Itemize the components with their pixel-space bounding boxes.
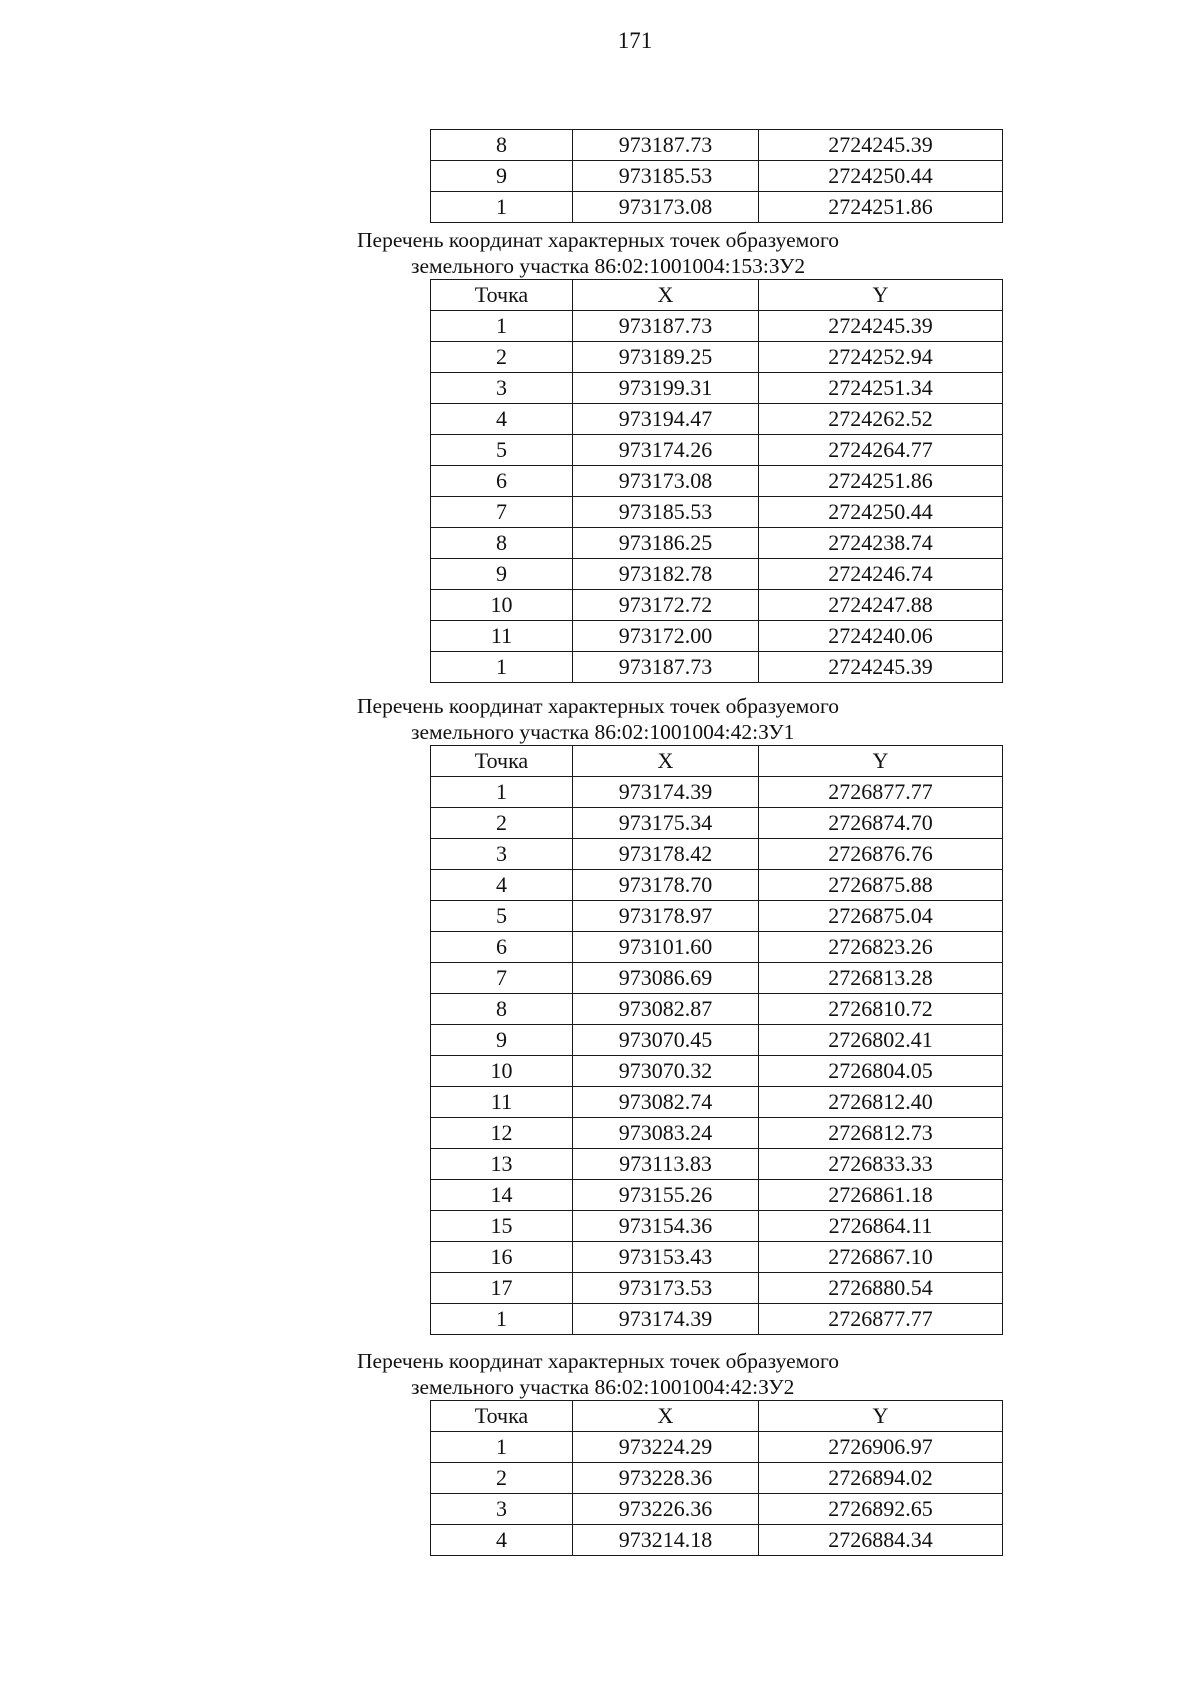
header-y: Y <box>759 280 1003 311</box>
header-y: Y <box>759 746 1003 777</box>
section-zu2-42 <box>0 1348 1200 1556</box>
y-cell: 2726877.77 <box>759 1304 1003 1335</box>
point-cell: 1 <box>431 777 573 808</box>
x-cell: 973173.08 <box>573 466 759 497</box>
table-row <box>431 1149 1003 1180</box>
table-row <box>431 808 1003 839</box>
y-cell: 2726813.28 <box>759 963 1003 994</box>
point-cell: 1 <box>431 652 573 683</box>
table-row <box>431 901 1003 932</box>
x-cell: 973086.69 <box>573 963 759 994</box>
x-cell: 973224.29 <box>573 1432 759 1463</box>
table-row <box>431 870 1003 901</box>
point-cell: 17 <box>431 1273 573 1304</box>
x-cell: 973155.26 <box>573 1180 759 1211</box>
point-cell: 4 <box>431 1525 573 1556</box>
point-cell: 6 <box>431 932 573 963</box>
x-cell: 973173.08 <box>573 192 759 223</box>
point-cell: 1 <box>431 1432 573 1463</box>
x-cell: 973172.00 <box>573 621 759 652</box>
y-cell: 2726867.10 <box>759 1242 1003 1273</box>
y-cell: 2726894.02 <box>759 1463 1003 1494</box>
point-cell: 11 <box>431 621 573 652</box>
point-cell: 9 <box>431 161 573 192</box>
table-row <box>431 435 1003 466</box>
x-cell: 973226.36 <box>573 1494 759 1525</box>
table-row <box>431 161 1003 192</box>
x-cell: 973070.32 <box>573 1056 759 1087</box>
section-zu1-42 <box>0 693 1200 1335</box>
x-cell: 973101.60 <box>573 932 759 963</box>
point-cell: 8 <box>431 528 573 559</box>
x-cell: 973082.74 <box>573 1087 759 1118</box>
point-cell: 12 <box>431 1118 573 1149</box>
header-y: Y <box>759 1401 1003 1432</box>
x-cell: 973189.25 <box>573 342 759 373</box>
y-cell: 2726876.76 <box>759 839 1003 870</box>
x-cell: 973174.39 <box>573 777 759 808</box>
y-cell: 2726812.73 <box>759 1118 1003 1149</box>
table-row <box>431 1211 1003 1242</box>
x-cell: 973082.87 <box>573 994 759 1025</box>
header-row <box>431 746 1003 777</box>
point-cell: 6 <box>431 466 573 497</box>
table-row <box>431 466 1003 497</box>
point-cell: 1 <box>431 1304 573 1335</box>
x-cell: 973153.43 <box>573 1242 759 1273</box>
point-cell: 7 <box>431 963 573 994</box>
table-row <box>431 932 1003 963</box>
x-cell: 973182.78 <box>573 559 759 590</box>
x-cell: 973187.73 <box>573 311 759 342</box>
table-row <box>431 1525 1003 1556</box>
table-row <box>431 1242 1003 1273</box>
x-cell: 973154.36 <box>573 1211 759 1242</box>
x-cell: 973175.34 <box>573 808 759 839</box>
x-cell: 973185.53 <box>573 497 759 528</box>
header-x: X <box>573 746 759 777</box>
point-cell: 11 <box>431 1087 573 1118</box>
x-cell: 973070.45 <box>573 1025 759 1056</box>
point-cell: 2 <box>431 342 573 373</box>
y-cell: 2726875.04 <box>759 901 1003 932</box>
y-cell: 2726833.33 <box>759 1149 1003 1180</box>
table-row <box>431 1432 1003 1463</box>
caption-line-2: земельного участка 86:02:1001004:42:ЗУ1 <box>411 720 795 744</box>
y-cell: 2726877.77 <box>759 777 1003 808</box>
table-row <box>431 994 1003 1025</box>
x-cell: 973083.24 <box>573 1118 759 1149</box>
header-x: X <box>573 1401 759 1432</box>
y-cell: 2726906.97 <box>759 1432 1003 1463</box>
x-cell: 973174.39 <box>573 1304 759 1335</box>
point-cell: 3 <box>431 1494 573 1525</box>
x-cell: 973185.53 <box>573 161 759 192</box>
y-cell: 2724246.74 <box>759 559 1003 590</box>
point-cell: 3 <box>431 373 573 404</box>
table-row <box>431 1273 1003 1304</box>
y-cell: 2726810.72 <box>759 994 1003 1025</box>
table-row <box>431 963 1003 994</box>
y-cell: 2726802.41 <box>759 1025 1003 1056</box>
table-row <box>431 652 1003 683</box>
y-cell: 2724250.44 <box>759 497 1003 528</box>
x-cell: 973178.97 <box>573 901 759 932</box>
x-cell: 973178.42 <box>573 839 759 870</box>
table-row <box>431 373 1003 404</box>
y-cell: 2726880.54 <box>759 1273 1003 1304</box>
point-cell: 1 <box>431 311 573 342</box>
table-row <box>431 311 1003 342</box>
table-row <box>431 1304 1003 1335</box>
caption-line-2: земельного участка 86:02:1001004:153:ЗУ2 <box>411 254 806 278</box>
y-cell: 2724245.39 <box>759 311 1003 342</box>
y-cell: 2724252.94 <box>759 342 1003 373</box>
header-point: Точка <box>431 280 573 311</box>
coordinates-table <box>430 1400 1003 1556</box>
point-cell: 9 <box>431 1025 573 1056</box>
y-cell: 2726874.70 <box>759 808 1003 839</box>
point-cell: 5 <box>431 435 573 466</box>
continuation-block <box>0 129 1200 223</box>
coordinates-table <box>430 279 1003 683</box>
table-row <box>431 1180 1003 1211</box>
y-cell: 2724264.77 <box>759 435 1003 466</box>
x-cell: 973187.73 <box>573 130 759 161</box>
point-cell: 1 <box>431 192 573 223</box>
x-cell: 973186.25 <box>573 528 759 559</box>
y-cell: 2724251.86 <box>759 192 1003 223</box>
section-zu2-153 <box>0 227 1200 683</box>
table-row <box>431 777 1003 808</box>
table-row <box>431 1087 1003 1118</box>
point-cell: 10 <box>431 1056 573 1087</box>
y-cell: 2726864.11 <box>759 1211 1003 1242</box>
table-row <box>431 590 1003 621</box>
table-row <box>431 621 1003 652</box>
table-row <box>431 342 1003 373</box>
point-cell: 3 <box>431 839 573 870</box>
caption-line-1: Перечень координат характерных точек образуемого <box>357 228 840 252</box>
table-row <box>431 1494 1003 1525</box>
point-cell: 13 <box>431 1149 573 1180</box>
x-cell: 973173.53 <box>573 1273 759 1304</box>
caption-line-1: Перечень координат характерных точек образуемого <box>357 1349 840 1373</box>
y-cell: 2726892.65 <box>759 1494 1003 1525</box>
coordinates-table <box>430 745 1003 1335</box>
table-row <box>431 1463 1003 1494</box>
x-cell: 973199.31 <box>573 373 759 404</box>
table-row <box>431 1025 1003 1056</box>
x-cell: 973172.72 <box>573 590 759 621</box>
x-cell: 973113.83 <box>573 1149 759 1180</box>
section-caption <box>0 1348 1200 1400</box>
y-cell: 2726823.26 <box>759 932 1003 963</box>
y-cell: 2726875.88 <box>759 870 1003 901</box>
table-row <box>431 192 1003 223</box>
y-cell: 2726884.34 <box>759 1525 1003 1556</box>
x-cell: 973174.26 <box>573 435 759 466</box>
continuation-table <box>430 129 1003 223</box>
table-row <box>431 839 1003 870</box>
y-cell: 2724251.34 <box>759 373 1003 404</box>
point-cell: 7 <box>431 497 573 528</box>
page-number: 171 <box>617 28 653 53</box>
table-row <box>431 1118 1003 1149</box>
x-cell: 973228.36 <box>573 1463 759 1494</box>
header-x: X <box>573 280 759 311</box>
point-cell: 4 <box>431 870 573 901</box>
header-row <box>431 1401 1003 1432</box>
x-cell: 973178.70 <box>573 870 759 901</box>
point-cell: 15 <box>431 1211 573 1242</box>
table-row <box>431 559 1003 590</box>
y-cell: 2726812.40 <box>759 1087 1003 1118</box>
point-cell: 9 <box>431 559 573 590</box>
table-row <box>431 528 1003 559</box>
table-row <box>431 130 1003 161</box>
point-cell: 8 <box>431 994 573 1025</box>
y-cell: 2724250.44 <box>759 161 1003 192</box>
point-cell: 2 <box>431 808 573 839</box>
x-cell: 973187.73 <box>573 652 759 683</box>
point-cell: 14 <box>431 1180 573 1211</box>
header-point: Точка <box>431 1401 573 1432</box>
point-cell: 10 <box>431 590 573 621</box>
x-cell: 973194.47 <box>573 404 759 435</box>
y-cell: 2724240.06 <box>759 621 1003 652</box>
y-cell: 2724245.39 <box>759 652 1003 683</box>
caption-line-1: Перечень координат характерных точек образуемого <box>357 694 840 718</box>
y-cell: 2726861.18 <box>759 1180 1003 1211</box>
table-row <box>431 404 1003 435</box>
point-cell: 8 <box>431 130 573 161</box>
x-cell: 973214.18 <box>573 1525 759 1556</box>
y-cell: 2724245.39 <box>759 130 1003 161</box>
y-cell: 2724262.52 <box>759 404 1003 435</box>
point-cell: 5 <box>431 901 573 932</box>
section-caption <box>0 227 1200 279</box>
point-cell: 4 <box>431 404 573 435</box>
point-cell: 16 <box>431 1242 573 1273</box>
section-caption <box>0 693 1200 745</box>
point-cell: 2 <box>431 1463 573 1494</box>
header-row <box>431 280 1003 311</box>
y-cell: 2726804.05 <box>759 1056 1003 1087</box>
y-cell: 2724238.74 <box>759 528 1003 559</box>
header-point: Точка <box>431 746 573 777</box>
y-cell: 2724247.88 <box>759 590 1003 621</box>
table-row <box>431 1056 1003 1087</box>
caption-line-2: земельного участка 86:02:1001004:42:ЗУ2 <box>411 1375 795 1399</box>
table-row <box>431 497 1003 528</box>
y-cell: 2724251.86 <box>759 466 1003 497</box>
